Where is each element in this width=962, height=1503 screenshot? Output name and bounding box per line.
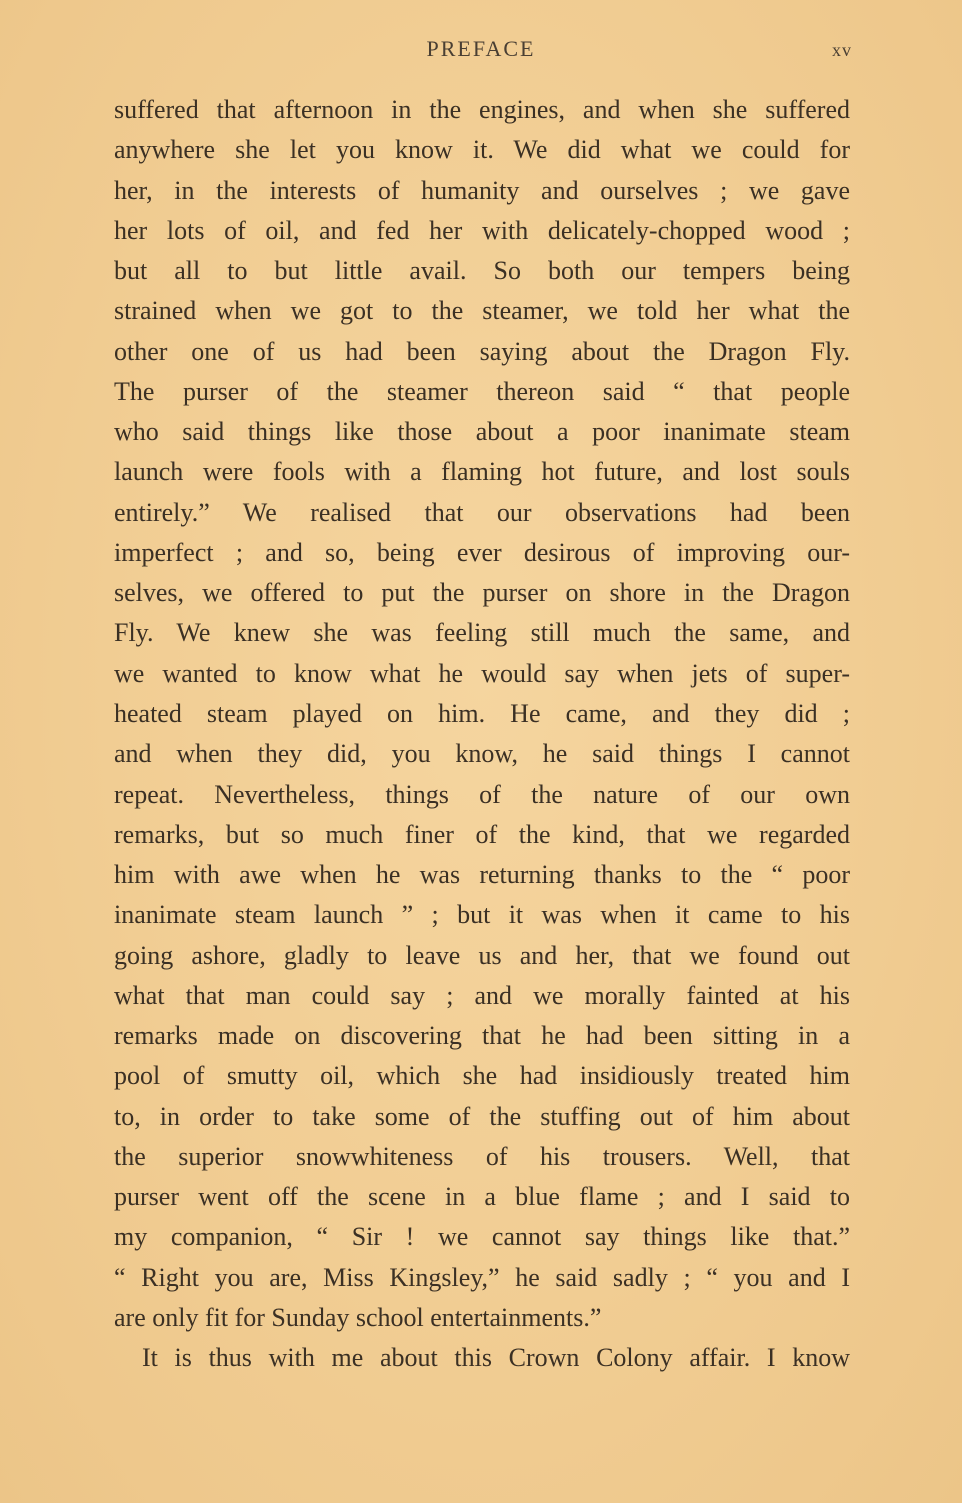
text-line: her, in the interests of humanity and ourselves ; we gave (114, 175, 850, 205)
text-line: The purser of the steamer thereon said “ that people (114, 376, 850, 406)
text-line: anywhere she let you know it. We did what we could for (114, 135, 850, 165)
text-line: “ Right you are, Miss Kingsley,” he said sadly ; “ you and I (114, 1262, 850, 1292)
text-line: and when they did, you know, he said things I cannot (114, 739, 850, 769)
text-line: Fly. We knew she was feeling still much the same, and (114, 618, 850, 648)
text-line: entirely.” We realised that our observations had been (114, 497, 850, 527)
text-line: are only fit for Sunday school entertainments.” (114, 1302, 602, 1332)
text-line: what that man could say ; and we morally fainted at his (114, 980, 850, 1010)
text-line: who said things like those about a poor inanimate steam (114, 417, 850, 447)
text-line: remarks, but so much finer of the kind, that we regarded (114, 819, 850, 849)
text-line: the superior snowwhiteness of his trousers. Well, that (114, 1141, 850, 1171)
text-line: selves, we offered to put the purser on shore in the Dragon (114, 578, 850, 608)
text-line: remarks made on discovering that he had been sitting in a (114, 1021, 850, 1051)
text-line: my companion, “ Sir ! we cannot say things like that.” (114, 1222, 850, 1252)
text-line: him with awe when he was returning thanks to the “ poor (114, 860, 850, 890)
text-line: suffered that afternoon in the engines, and when she suffered (114, 95, 850, 124)
text-line: her lots of oil, and fed her with delicately-chopped wood ; (114, 215, 850, 245)
text-line: we wanted to know what he would say when jets of super- (114, 658, 850, 688)
text-line: imperfect ; and so, being ever desirous of improving our- (114, 537, 850, 567)
text-line: purser went off the scene in a blue flame ; and I said to (114, 1182, 850, 1212)
running-title: PREFACE (426, 36, 536, 61)
text-line: It is thus with me about this Crown Colony affair. I know (142, 1343, 850, 1373)
text-line: to, in order to take some of the stuffing out of him about (114, 1101, 850, 1131)
text-line: pool of smutty oil, which she had insidiously treated him (114, 1061, 850, 1091)
text-line: other one of us had been saying about the Dragon Fly. (114, 336, 850, 366)
text-line: going ashore, gladly to leave us and her, that we found out (114, 940, 850, 970)
running-head (0, 36, 962, 66)
text-line: launch were fools with a flaming hot future, and lost souls (114, 457, 850, 487)
text-line: strained when we got to the steamer, we told her what the (114, 296, 850, 326)
page-number: xv (832, 40, 852, 60)
body-text (114, 90, 850, 1379)
text-line: but all to but little avail. So both our tempers being (114, 256, 850, 286)
text-line: inanimate steam launch ” ; but it was when it came to his (114, 900, 850, 930)
text-line: heated steam played on him. He came, and they did ; (114, 698, 850, 728)
text-line: repeat. Nevertheless, things of the nature of our own (114, 779, 850, 809)
